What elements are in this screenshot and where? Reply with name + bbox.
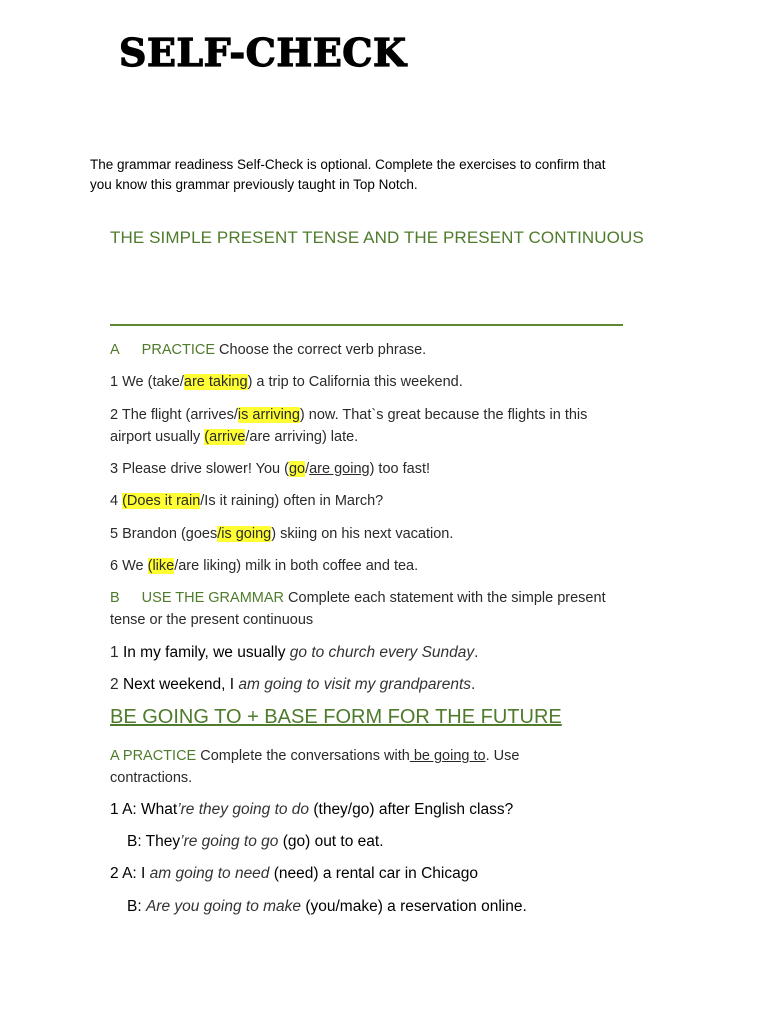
- speaker-stem: 1 A: What: [110, 801, 178, 818]
- speaker-stem: B:: [127, 898, 146, 915]
- item-text: 5 Brandon (goes: [110, 526, 218, 542]
- item-text: 4: [110, 493, 123, 509]
- exercise-item-4: [110, 490, 383, 512]
- conversation-cue: (go) out to eat.: [278, 833, 384, 850]
- part-b-text: tense or the present continuous: [110, 612, 314, 628]
- item-text: 2 The flight (arrives/: [110, 407, 238, 423]
- part-a-instruction: [110, 339, 426, 361]
- highlighted-answer: (like: [147, 558, 175, 574]
- section2-part-a-instruction: [110, 745, 519, 767]
- speaker-stem: 2 A: I: [110, 865, 150, 882]
- highlighted-answer: /is going: [217, 526, 272, 542]
- highlighted-answer: are taking: [183, 374, 248, 390]
- part-a-label: A PRACTICE: [110, 748, 197, 764]
- item-text: /Is it raining) often in March?: [200, 493, 384, 509]
- section-divider: [110, 324, 623, 326]
- item-text: ) skiing on his next vacation.: [271, 526, 454, 542]
- conversation-1-a: [110, 799, 513, 821]
- conversation-2-a: [110, 863, 478, 885]
- item-text: 3 Please drive slower! You (: [110, 461, 289, 477]
- item-end: .: [474, 644, 479, 661]
- exercise-item-1: [110, 371, 463, 393]
- item-stem: Next weekend, I: [122, 676, 239, 693]
- conversation-answer: ’re going to go: [180, 833, 279, 850]
- intro-line-1: The grammar readiness Self-Check is optional. Complete the exercises to confirm that: [90, 157, 606, 172]
- conversation-answer: ’re they going to do: [177, 801, 310, 818]
- section2-part-a-instruction-cont: [110, 767, 192, 789]
- item-text: airport usually: [110, 429, 205, 445]
- part-a-text: Choose the correct verb phrase.: [215, 342, 427, 358]
- part-b-item-2: [110, 674, 475, 696]
- item-text: ) a trip to California this weekend.: [247, 374, 463, 390]
- speaker-stem: B: They: [127, 833, 181, 850]
- part-b-item-1: [110, 642, 478, 664]
- conversation-1-b: [127, 831, 384, 853]
- exercise-item-5: [110, 523, 453, 545]
- item-text: /are arriving) late.: [245, 429, 359, 445]
- highlighted-answer: go: [288, 461, 306, 477]
- part-a-text: Complete the conversations with: [196, 748, 410, 764]
- part-b-text: Complete each statement with the simple present: [284, 590, 606, 606]
- item-text: ) too fast!: [369, 461, 431, 477]
- part-a-text: . Use: [485, 748, 520, 764]
- conversation-cue: (need) a rental car in Chicago: [269, 865, 478, 882]
- conversation-2-b: [127, 896, 527, 918]
- part-a-text: contractions.: [110, 770, 193, 786]
- conversation-answer: Are you going to make: [145, 898, 302, 915]
- item-answer: go to church every Sunday: [289, 644, 475, 661]
- exercise-item-3: [110, 458, 430, 480]
- item-number: 1: [110, 644, 123, 661]
- item-stem: In my family, we usually: [122, 644, 290, 661]
- intro-line-2: you know this grammar previously taught in Top Notch.: [90, 177, 418, 192]
- item-answer: am going to visit my grandparents: [238, 676, 472, 693]
- item-text: ) now. That`s great because the flights in this: [299, 407, 588, 423]
- part-b-label: USE THE GRAMMAR: [141, 590, 285, 606]
- highlighted-answer: (arrive: [204, 429, 246, 445]
- conversation-answer: am going to need: [149, 865, 270, 882]
- section-heading-be-going-to: BE GOING TO + BASE FORM FOR THE FUTURE: [110, 706, 562, 728]
- item-number: 2: [110, 676, 123, 693]
- exercise-item-6: [110, 555, 418, 577]
- conversation-cue: (you/make) a reservation online.: [301, 898, 527, 915]
- item-text: /: [305, 461, 310, 477]
- part-a-label: PRACTICE: [141, 342, 215, 358]
- item-text: /are liking) milk in both coffee and tea.: [174, 558, 419, 574]
- exercise-item-2-cont: [110, 426, 358, 448]
- part-a-letter: A: [110, 342, 120, 358]
- underlined-option: are going: [309, 461, 370, 477]
- part-b-letter: B: [110, 590, 120, 606]
- conversation-cue: (they/go) after English class?: [309, 801, 514, 818]
- target-phrase: be going to: [409, 748, 486, 764]
- item-end: .: [471, 676, 476, 693]
- highlighted-answer: is arriving: [237, 407, 300, 423]
- part-b-instruction: [110, 587, 606, 609]
- page-title: SELF-CHECK: [119, 30, 407, 75]
- section-heading-simple-present: THE SIMPLE PRESENT TENSE AND THE PRESENT CONTINUOUS: [110, 228, 644, 247]
- part-b-instruction-cont: [110, 609, 313, 631]
- intro-paragraph: [90, 155, 650, 195]
- item-text: 1 We (take/: [110, 374, 184, 390]
- item-text: 6 We: [110, 558, 148, 574]
- highlighted-answer: (Does it rain: [122, 493, 201, 509]
- exercise-item-2: [110, 404, 587, 426]
